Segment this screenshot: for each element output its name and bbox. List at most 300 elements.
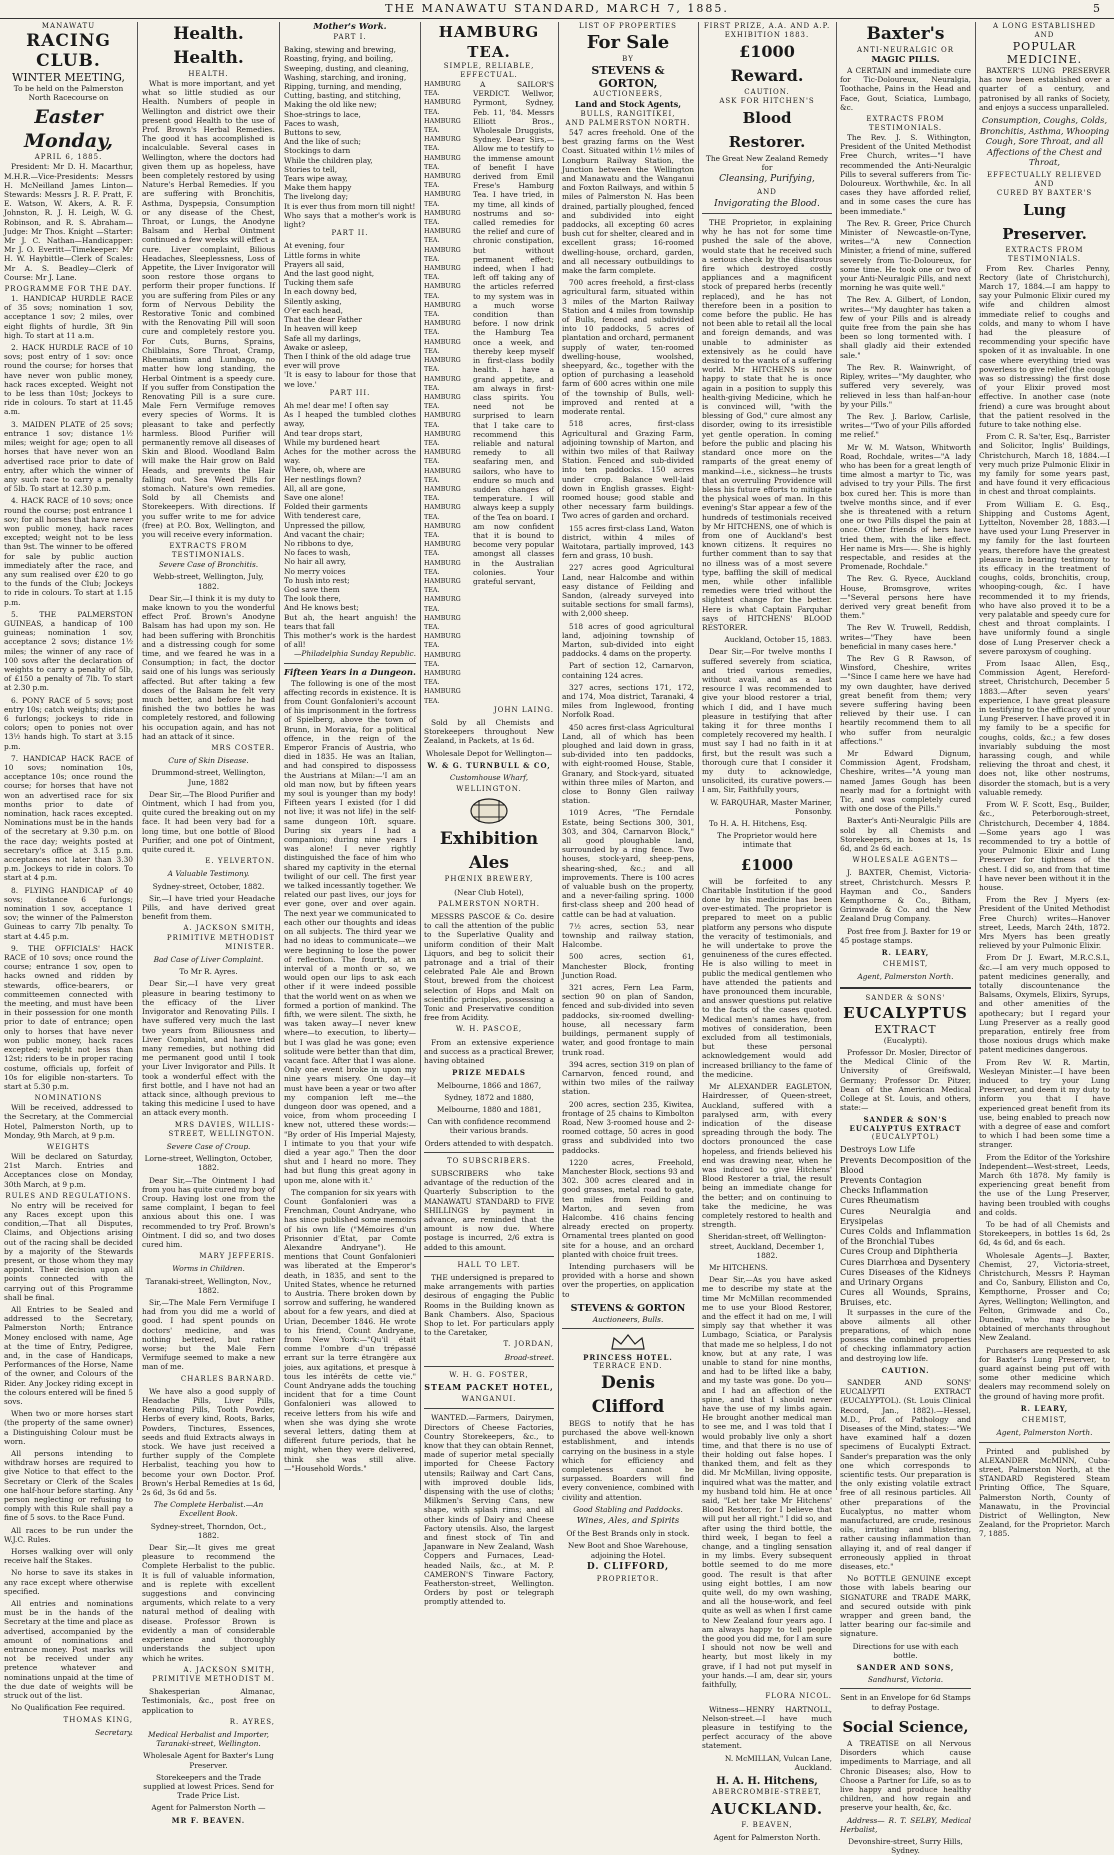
column-baxter [840, 22, 971, 1855]
hitchens-and: AND [757, 187, 777, 196]
column-rule [836, 22, 837, 1490]
letter1-to: To H. A. H. Hitchens, Esq. [709, 819, 808, 829]
health-case: Bad Case of Liver Complaint. To Mr R. Ayres. Dear Sir,—I have very great pleasure in bearing testimony to the efficacy of the Liver Invigorator and Renovating Pills. I have suffered very much the last two years from Biliousness and Liver Complaint, and have tried many remedies, but nothing did me permanent good until I took your Liver Invigorator and Pills. It took a wonderful effect with the first bottle, and I have not had an attack since, although previous to taking this medicine I used to have an attack every month. MRS DAVIES, WILLIS-STREET, WELLINGTON. [142, 955, 275, 1138]
property-item: 200 acres, section 235, Kiwitea, frontage of 25 chains to Kimbolton Road, New 3-roomed house and 2-roomed cottage, 50 acres in good grass and subdivided into two paddocks. [562, 1099, 694, 1155]
poem-line: Who says that a mother's work is light? [284, 210, 416, 230]
sanders-claim: Cures Diseases of the Kidneys and Urinary Organs [840, 1266, 971, 1287]
hamburg-tea-label: HAMBURG TEA. [424, 595, 461, 613]
poem-line: Roasting, frying, and boiling, [284, 54, 394, 64]
health-title: Health. Health. [173, 24, 244, 68]
hamburg-label-stack [424, 80, 470, 706]
race-item: 5. THE PALMERSTON GUINEAS, a handicap of 100 guineas; nomination 1 sov, acceptance 2 sovs; distance 1½ miles; the winner of any race of 100 sovs after the declaration of weights to carry a penalty of 5lb, of £150 a penalty of 7lb. To start at 2.30 p.m. [4, 609, 133, 693]
poem-line: The livelong day; [284, 192, 349, 202]
health-agent2: Agent for Palmerston North — [151, 1803, 266, 1813]
rule-item: No entry will be received for any Races except upon this condition,—That all Disputes, Claims, and Objections arising out of the racing shall be decided by a majority of the Stewards present, or those whom they may appoint. Their decision upon all points connected with the carrying out of this Programme shall be final. [4, 1200, 133, 1302]
poem-line: O'er each head, [284, 305, 343, 315]
lung-effect: EFFECTUALLY RELIEVED AND [986, 170, 1103, 188]
hamburg-firm-addr: Customhouse Wharf, [449, 773, 529, 783]
hitchens-agent: Agent for Palmerston North. [713, 1833, 821, 1843]
princess-name: PRINCESS HOTEL. [583, 1352, 673, 1362]
rules-head: RULES AND REGULATIONS. [5, 1191, 132, 1200]
property-item: Part of section 12, Carnarvon, containing 124 acres. [562, 661, 694, 680]
racing-officers: President: Mr D. H. Macarthur, M.H.R.—Vice-Presidents: Messrs H. McNeilland James Linton—Stewards: Messrs J. R. F. Pratt, F. E. Watson, W. Akers, A. R. F. Johnston, R. J. H. Leigh, W. G. Robinson, and R. S. Abraham—Judge: Mr Thos. Knight —Starter: Mr J. C. Nathan—Handicapper: Mr J. O. Everitt—Timekeeper: Mr H. W. Haybittle—Clerk of Scales: Mr A. S. Beadley—Clerk of Course: Mr J. Lane. [4, 162, 133, 282]
health-sub: HEALTH. [188, 70, 229, 78]
masthead-title: THE MANAWATU STANDARD, MARCH 7, 1885. [385, 2, 729, 15]
hitchens-prizes: FIRST PRIZE, A.A. AND A.P. EXHIBITION 1883. [703, 22, 831, 39]
hamburg-tea-label: HAMBURG TEA. [424, 356, 461, 374]
hitchens-agent-name: F. BEAVEN, [741, 1820, 793, 1829]
ales-body: MESSRS PASCOE & Co. desire to call the attention of the public to the Superlative Quality and uniform condition of their Malt Liquors, and beg to solicit their patronage and a trial of their celebrated Pale Ale and Brown Stout, brewed from the choicest selection of Hops and Malt on scientific principles, possessing a Tonic and Preservative condition free from Acidity. [424, 912, 554, 1023]
sanders-claim: Checks Inflammation [840, 1185, 929, 1196]
racing-date: APRIL 6, 1885. [34, 153, 103, 162]
health-case: Severe Case of Croup. Lorne-street, Wellington, October, 1882. Dear Sir,—The Ointment I had from you has quite cured my boy of Croup. Having lost one from the same complaint, I began to feel anxious about this one. I was recommended to try Prof. Brown's Ointment. I did so, and two doses cured him. MARY JEFFERIS. [142, 1141, 275, 1261]
racing-signer: THOMAS KING, [63, 1715, 133, 1724]
racing-kicker: MANAWATU [41, 22, 96, 30]
race-item: 2. HACK HURDLE RACE of 10 sovs; post entry of 1 sov: once round the course; for horses that have never won public money, hack races excepted. Weight not to be less than 10st; Jockeys to ride in colours. To start at 11.45 a.m. [4, 343, 133, 417]
hamburg-tea-label: HAMBURG TEA. [424, 245, 461, 263]
poem-line: As I heaped the tumbled clothes away, [284, 410, 416, 429]
princess-body: BEGS to notify that he has purchased the above well-known establishment, and intends carrying on the business in a style which for efficiency and completeness cannot be surpassed. Boarders will find every convenience, combined with civility and attention. [562, 1418, 694, 1502]
property-item: 450 acres first-class Agricultural Land, all of which has been ploughed and laid down in grass, sub-divided into ten paddocks, with eight-roomed House, Stable, Granary, and Stock-yard, situated within three miles of Marton, and close to Bonny Glen railway station. [562, 722, 694, 806]
health-store: Storekeepers and the Trade supplied at lowest Prices. Send for Trade Price List. [143, 1772, 274, 1801]
sanders-claim: Cures all Wounds, Sprains, Bruises, etc. [840, 1287, 971, 1308]
race-item: 8. FLYING HANDICAP of 40 sovs; distance 6 furlongs; nomination 1 sov, acceptance 1 sov; the winner of the Palmerston Guineas to carry 7lb penalty. To start at 4.45 p.m. [4, 885, 133, 941]
ales-title: Exhibition Ales [439, 829, 539, 874]
sanders-firm: SANDER AND SONS, [856, 1663, 955, 1673]
poem-line: In each downy bed, [284, 287, 358, 297]
column-rule [420, 22, 421, 1490]
race-item: 6. PONY RACE of 5 sovs; post entry 10s; catch weights; distance 6 furlongs; jockeys to ride in colors; open to ponies not over 13½ hands high. To start at 3.15 p.m. [4, 695, 133, 751]
story-title: Fifteen Years in a Dungeon. [284, 667, 416, 678]
column-lung [979, 22, 1110, 1539]
racing-day: Easter Monday, [24, 106, 113, 153]
column-hitchens [702, 22, 832, 1843]
baxter-magic: MAGIC PILLS. [871, 55, 940, 65]
health-case: Shakesperian Almanac, Testimonials, &c., post free on application to R. AYRES, [142, 1687, 275, 1726]
column-health [142, 22, 275, 1825]
prize-head: PRIZE MEDALS [452, 1068, 526, 1078]
imprint: Printed and published by ALEXANDER McMINN, Cuba-street, Palmerston North, at the STANDARD Registered Steam Printing Office, The Square, Palmerston North, County of Manawatu, in the Provincial District of Wellington, New Zealand, for the Proprietor. March 7, 1885. [979, 1446, 1110, 1539]
property-item: 327 acres, sections 171, 172, and 174, Moa district, Taranaki, 4 miles from Inglewood, fronting Norfolk Road. [562, 682, 694, 720]
baxter-extracts-head: EXTRACTS FROM TESTIMONIALS. [866, 115, 945, 133]
race-item: 9. THE OFFICIALS' HACK RACE of 10 sovs; once round the course; entrance 1 sov, open to hacks owned and ridden by stewards, office-bearers, or committeemen connected with the meeting, and must have been in their possession for one month prior to date of entrance; open only to horses that have never won public money, hack races excepted; weight not less than 12st; riders to be in proper racing costume, officials up, forfeit of 10s for eligible non-starters. To start at 5.30 p.m. [4, 943, 133, 1091]
sanders-claim: Prevents Decomposition of the Blood [840, 1154, 971, 1175]
subs-head: TO SUBSCRIBERS. [447, 1156, 531, 1165]
hamburg-sub: SIMPLE, RELIABLE, EFFECTUAL. [443, 62, 535, 79]
ales-near: (Near Club Hotel), [454, 887, 524, 897]
poem-line: No faces to wash, [284, 548, 351, 558]
sanders-directions: Directions for use with each bottle. [852, 1641, 959, 1660]
sanders-body2: It surpasses in the cure of the above ailments all other preparations, of which none possess the combined properties of checking inflammatory action and destroying low life. [840, 1307, 971, 1363]
property-head: LIST OF PROPERTIES [579, 22, 677, 30]
column-racing [4, 22, 133, 1737]
poem-line: Baking, stewing and brewing, [284, 45, 396, 55]
lung-and: AND [1034, 31, 1055, 39]
hamburg-signer: JOHN LAING. [493, 705, 554, 714]
hamburg-tea-label: HAMBURG TEA. [424, 448, 461, 466]
poem-line: Save one alone! [284, 492, 344, 502]
princess-wines2: Of the Best Brands only in stock. [566, 1529, 690, 1539]
crown-icon [608, 1333, 648, 1351]
baxter-extract: The Rev. J. Barlow, Carlisle, writes—"Two of your Pills afforded me relief." [840, 411, 971, 440]
hamburg-tea-label: HAMBURG TEA. [424, 282, 461, 300]
health-case: Cure of Skin Disease. Drummond-street, Wellington, June, 1882 Dear Sir,—The Blood Purifier and Ointment, which I had from you, quite cured the breaking out on my face. It had been very bad for a long time, but one bottle of Blood Purifier, and one pot of Ointment, quite cured it. E. YELVERTON. [142, 756, 275, 866]
health-case: We have also a good supply of Headache Pills, Liver Pills, Renovating Pills, Tooth Powder, Herbs of every kind, Roots, Barks, Powders, Tinctures, Essences, seeds and fluid Extracts always in stock. We have just received a further supply of the Complete Herbalist, teaching you how to become your own Doctor. Prof. Brown's Herbal Remedies at 1s 6d, 2s 6d, 3s 6d and 5s. [142, 1386, 275, 1498]
subs-body: SUBSCRIBERS who take advantage of the reduction of the Quarterly Subscription to the MANAWATU STANDARD to FIVE SHILLINGS by payment in advance, are reminded that the amount is now due. Where postage is incurred, 2/6 extra is added to this amount. [424, 1168, 554, 1252]
story-paragraph: The companion for six years with Count Gonfalonieri was a Frenchman, Count Andryane, who has since published some memoirs of his own life ("Mémoires d'un Prisonnier d'Etat, par Comte Alexandre Andryane"). He mentions that Count Gonfalonieri was liberated at the Emperor's death, in 1835, and sent to the United States, whence he returned to Austria. There broken down by sorrow and suffering, he wandered about for a few years, and died at Urian, December 1846. He wrote to his friend, Count Andryane, from New York:—"Qu'il était comme l'ombre d'un trépassé errant sur la terre étrangère aux joies, aux agitations, et presque à tous les intérêts de cette vie." Count Andryane adds the touching incident that for a time Count Gonfalonieri was allowed to receive letters from his wife and when she was dying she wrote several letters, dating them at different future periods, that he might, when they were delivered, think she was still alive.—"Household Words." [284, 1187, 416, 1473]
poem-stanza-2 [284, 241, 416, 388]
sanders-no-bottle: No BOTTLE GENUINE except those with labels bearing our SIGNATURE and TRADE MARK, and secured outside with pink wrapper and green band, the latter bearing our fac-simile and signature. [840, 1574, 971, 1639]
poem-line: It is ever thus from morn till night! [284, 201, 416, 211]
property-item: 500 acres, section 61, Manchester Block, fronting Junction Road. [562, 952, 694, 980]
health-body: What is more important, and yet what so little studied as our Health. Numbers of people in Wellington and district owe their present good Health to the use of Prof. Brown's Herbal Remedies. The good it has accomplished is incalculable. Several cases in Wellington, where the doctors had given them up as hopeless, have been completely restored by using Nature's Herbal Remedies. If you are suffering with Bronchitis, Asthma, Dyspepsia, Consumption or any disease of the Chest, Throat, or Lungs, the Anodyne Balsam and Herbal Ointment continued a few weeks will effect a cure. Liver complaint, Bilious Headaches, Sleeplessness, Loss of Appetite, the Liver Invigorator will soon restore those organs to perform their proper functions. If you are suffering from Piles or any form of Nervous Debility the Restorative Tonic and combined with the Renovating Pill will soon cure and completely restore you. For Cuts, Burns, Sprains, Chilblains, Sore Throat, Cramp, Rheumatism and Lumbago, no matter how long standing, the Herbal Ointment is a speedy cure. If you suffer from Constipation the Renovating Pill is a sure cure. Male Fern Vermifuge removes every species of Worms. It is pleasant to take and perfectly harmless. Blood Purifier will permanently remove all diseases of Skin and Blood. Woodland Balm will make the Hair grow on Bald Heads, and prevents the Hair falling out. Sea Weed Pills for stomach. Nature's own remedies. Sold by all Chemists and Storekeepers. With directions. If you suffer write to me for advice (free) at P.O. Box, Wellington, and you will receive every information. [142, 79, 275, 539]
princess-wines: Wines, Ales, and Spirits [576, 1516, 680, 1527]
hall-head: HALL TO LET. [457, 1260, 521, 1269]
property-footer: Intending purchasers will be provided with a horse and shown over the properties, on application to [562, 1261, 694, 1299]
hamburg-tea-label: HAMBURG TEA. [424, 374, 461, 392]
sanders-claim: Cures Colds and Inflammation of the Bronchial Tubes [840, 1225, 971, 1247]
foster-hotel: STEAM PACKET HOTEL, [424, 1381, 554, 1392]
hamburg-title: HAMBURG TEA. [438, 23, 540, 61]
hamburg-tea-label: HAMBURG TEA. [424, 190, 461, 208]
poem-line: In heaven will keep [284, 324, 357, 334]
lung-title: POPULAR MEDICINE. [1006, 40, 1083, 66]
hamburg-tea-label: HAMBURG TEA. [424, 337, 461, 355]
property-firm2-role: Auctioneers, Bulls. [592, 1314, 664, 1324]
poem-line: Tucking them safe [284, 278, 354, 288]
sanders-claims [840, 1144, 971, 1307]
property-role: AUCTIONEERS, [593, 90, 663, 98]
hamburg-tea-label: HAMBURG TEA. [424, 98, 461, 116]
prize-line: Melbourne, 1880 and 1881, [436, 1104, 542, 1114]
hitchens-body3: Mr ALEXANDER EAGLETON, Hairdresser, of Queen-street, Auckland, suffered with a paralysed arm, with every indication of the disease spreading through the body. The doctors pronounced the case hopeless, and friends believed his end was drawing near, when he was induced to give Hitchens' Blood Restorer a trial, the result being an immediate change for the better; and on continuing to take the medicine, he was completely restored to health and strength. [702, 1082, 832, 1230]
property-firm2: STEVENS & GORTON [570, 1302, 686, 1314]
rule-item: All races to be run under the W.J.C. Rules. [4, 1525, 133, 1544]
property-firm: STEVENS & GORTON, [591, 64, 665, 90]
sanders-claim: Prevents Contagion [840, 1174, 922, 1185]
property-by: BY [622, 55, 634, 63]
ales-brewery: PHŒNIX BREWERY, [444, 875, 534, 884]
letter2-to: Mr HITCHENS. [709, 1262, 768, 1272]
hitchens-body2: will be forfeited to any Charitable Institution if the good done by his medicine has been over-estimated. The proprietor is prepared to meet on a public platform any persons who dispute the veracity of testimonials, and he will undertake to prove the genuineness of the cures effected. He is also willing to meet in public the medical gentlemen who have attended the patients and have pronounced them incurable, and answer questions put relative to the facts of the cases quoted. Medical men's names have, from motives of consideration, been excluded from all testimonials, but these personal acknowledgement would add increased brilliancy to the fame of the medicine. [702, 876, 832, 1079]
hitchens-great: The Great New Zealand Remedy for [705, 154, 829, 173]
sanders-claim: Cures Diarrhœa and Dysentery [840, 1256, 971, 1267]
hitchens-ask: ASK FOR HITCHEN'S [719, 97, 815, 105]
hamburg-tea-label: HAMBURG TEA. [424, 429, 461, 447]
property-towns2: AND PALMERSTON NORTH. [565, 119, 691, 127]
hitchens-city: AUCKLAND. [710, 1799, 824, 1818]
prize-line: Melbourne, 1866 and 1867, [436, 1080, 542, 1090]
poem-title: Mother's Work. [313, 22, 387, 32]
property-item: 547 acres freehold. One of the best grazing farms on the West Coast. Situated within 1½ miles of Longburn Railway Station, the Junction between the Wellington and Manawatu and the Wanganui and Foxton Railways, and within 5 miles of Palmerston N. Has been drained, partially ploughed, fenced and subdivided into eight paddocks, all excepting 60 acres bush cut for shelter, cleared and in excellent grass; 16-roomed dwelling-house, orchard, garden, and all necessary outbuildings to make the farm complete. [562, 128, 694, 276]
baxter-title: Baxter's [866, 24, 945, 44]
lung-chemist: CHEMIST, [1021, 1416, 1068, 1425]
baxter-extract: The Rev. R. Wainwright, of Ripley, writes—"My daughter, who suffered very severely, was relieved in less than half-an-hour by your Pills." [840, 362, 971, 409]
social-address2: Devonshire-street, Surry Hills, Sydney. [848, 1836, 963, 1855]
poem-line: But ah, the heart anguish! the tears that fall [284, 612, 416, 631]
poem-line: No hair all awry, [284, 557, 346, 567]
princess-title: Denis Clifford [591, 1372, 665, 1417]
baxter-wholesale-head: WHOLESALE AGENTS— [852, 856, 959, 865]
poem-line: No merry voices [284, 566, 346, 576]
foster-name: W. H. G. FOSTER, [449, 1370, 529, 1379]
masthead [0, 0, 1114, 19]
sanders-sub: (Eucalypti). [883, 1035, 928, 1045]
hitchens-caution: CAUTION. [744, 88, 790, 96]
poem-line: God save them [284, 584, 340, 594]
baxter-price: Baxter's Anti-Neuralgic Pills are sold by all Chemists and Storekeepers, in boxes at 1s, 1s 6d, and 2s 6d each. [840, 816, 971, 854]
poem-stanza-1 [284, 45, 416, 229]
health-case: A Valuable Testimony. Sydney-street, October, 1882. Sir,—I have tried your Headache Pills, and have derived great benefit from them. A. JACKSON SMITH, PRIMITIVE METHODIST MINISTER. [142, 869, 275, 951]
hitchens-reward: £1000 Reward. [730, 42, 804, 85]
lung-extract: From Dr J. Ewart, M.R.C.S.L, &c.—I am very much opposed to patent medicines generally, and totally discountenance the Balsams, Oxymels, Elixirs, Syrups, and other amenities of the apothecary; but I regard your Lung Preserver as a really good preparation, entirely free from those noxious drugs which make patent medicines dangerous. [979, 953, 1110, 1055]
hamburg-tea-label: HAMBURG TEA. [424, 540, 461, 558]
hamburg-firm: W. & G. TURNBULL & CO, [427, 760, 551, 770]
lung-extract: From Isaac Allen, Esq., Commission Agent, Hereford-street, Christchurch, December 5 1883.—After seven years' experience, I have great pleasure in testifying to the efficacy of your Lung Preserver. I have proved it in my family to be a specific for coughs, colds, &c.; a few doses invariably subduing the most harassing cough, and while relieving the throat and chest, it does not, like other nostrums, disorder the stomach, but is a very valuable remedy. [979, 659, 1110, 797]
hamburg-tea-label: HAMBURG TEA. [424, 632, 461, 650]
sanders-claim: Cures Croup and Diphtheria [840, 1246, 958, 1257]
letter1-sign: W. FARQUHAR, Master Mariner, Ponsonby. [710, 797, 832, 816]
baxter-leary: R. LEARY, [881, 948, 930, 958]
poem-line: While the children play, [284, 155, 373, 165]
baxter-extract: The Rev. J. S. Withington, President of the United Methodist Free Church, writes—"I have recommended the Anti-Neuralgic Pills to several sufferers from Tic-Doloureux. Worthwhile, &c. In all cases they have afforded relief, and in some cases the cure has been immediate." [840, 133, 971, 216]
lung-wholesale: Wholesale Agents—J. Baxter, Chemist, 27, Victoria-street, Christchurch, Messrs P. Hayman and Co, Sanbury, Elliston and Co, Kempthorne, Prosser and Co; Ayres, Wellington; Wellington, and Felton, Grimwade and Co., Dunedin, who may also be obtained of merchants throughout New Zealand. [979, 1250, 1110, 1343]
letter1-body: Dear Sir,—For twelve months I suffered severely from sciatica, and tried various remedies, without avail, and as a last resource I was recommended to give your blood restorer a trial, which I did, and I have much pleasure in testifying that after taking it for three months I completely recovered my health. I must say I had no faith in it at first, but the result was such a thorough cure that I consider it my duty to acknowledge, unsolicited, its curative powers.—I am, Sir, Faithfully yours, [702, 647, 832, 795]
hamburg-tea-label: HAMBURG TEA. [424, 227, 461, 245]
ales-signer: W. H. PASCOE, [455, 1025, 523, 1034]
poem-line: The look there, [284, 594, 341, 604]
sanders-claim: Cures Neuralgia and Erysipelas [840, 1205, 971, 1226]
poem-line: Unpressed the pillow, [284, 520, 366, 530]
poem-line: Awake or asleep, [284, 342, 348, 352]
hamburg-tea-label: HAMBURG TEA. [424, 135, 461, 153]
poem-line: Where, oh, where are [284, 465, 366, 475]
hall-sign: T. JORDAN, [503, 1340, 554, 1349]
hamburg-tea-label: HAMBURG TEA. [424, 264, 461, 282]
poem-line: Sweeping, dusting, and cleaning, [284, 63, 409, 73]
poem-line: No ribbons to dye, [284, 538, 354, 548]
sanders-title1: SANDER & SONS' [865, 993, 946, 1002]
hamburg-sold: Sold by all Chemists and Storekeepers throughout New Zealand, in Packets, at 1s 6d. [424, 718, 554, 746]
poem-line: Silently asking, [284, 296, 342, 306]
poem-line: Washing, starching, and ironing, [284, 72, 407, 82]
hamburg-tea-label: HAMBURG TEA. [424, 411, 461, 429]
poem-line: ever will prove [284, 361, 340, 371]
poem-line: While my burdened heart [284, 437, 380, 447]
hamburg-tea-label: HAMBURG TEA. [424, 466, 461, 484]
hamburg-tea-label: HAMBURG TEA. [424, 521, 461, 539]
baxter-extract: Mr Edward Dignum, Commission Agent, Frodsham, Cheshire, writes—"A young man named James Gough has been nearly mad for a fortnight with Tic, and was completely cured with one dose of the Pills." [840, 749, 971, 814]
poem-line: Then I think of the old adage true [284, 351, 411, 361]
poem-line: And He knows best; [284, 603, 359, 613]
hall-body: THE undersigned is prepared to make arrangements with parties desirous of engaging the Public Rooms in the Building known as Bank Chambers. Also, Spacious Shop to let. For particulars apply to the Caretaker, [424, 1272, 554, 1338]
poem-line: Cutting, basting, and stitching, [284, 91, 401, 101]
baxter-extract: The Rev G R Rawson, of Winsford, Cheshire, writes—"Since I came here we have had my own daughter, have derived great benefit from them; very severe suffering having been relieved by their use. I can heartily recommend them to all who suffer from neuralgic affections." [840, 653, 971, 746]
baxter-extract: The Rev W. Truwell, Reddish, writes—"They have been beneficial in many cases here." [840, 623, 971, 651]
lung-sold: To be had of all Chemists and Storekeepers, in bottles 1s 6d, 2s 6d, 4s 6d, and 6s each. [979, 1220, 1110, 1248]
hamburg-tea-label: HAMBURG TEA. [424, 116, 461, 135]
hamburg-city: WELLINGTON. [456, 785, 522, 794]
rule-item: Horses walking over will only receive half the Stakes. [4, 1547, 133, 1566]
lung-list: Consumption, Coughs, Colds, Bronchitis, Asthma, Whooping Cough, Sore Throat, and all Affections of the Chest and Throat, [979, 115, 1110, 168]
lung-extract: From the Rev J Myers (ex-President of the United Methodist Free Church) writes—Hanover street, Leeds, March 24th, 1872. Mrs Myers has been greatly relieved by your Pulmonic Elixir. [979, 895, 1110, 951]
poem-line: Buttons to sew, [284, 128, 342, 138]
property-item: 155 acres first-class Land, Waton district, within 4 miles of Waitotara, partially improved, 143 fern and grass, 10 bush. [562, 523, 694, 561]
hall-addr: Broad-street. [504, 1352, 554, 1362]
hitchens-witness: Witness—HENRY HARTNOLL, Nelson-street.—I have much pleasure in testifying to the perfect accuracy of the above statement. [702, 1704, 832, 1751]
lung-extract: From William E. G. Esq., Shipping and Customs Agent, Lyttelton, November 28, 1883.—I have used your Lung Preserver in my family for the last fourteen years, therefore have the greatest pleasure in bearing testimony to its efficacy in the treatment of coughs, colds, bronchitis, croup, whooping-cough, &c. I have recommended it to my friends, who have also proved it to be a very palatable and speedy cure for chest and throat complaints. I have uniformly found a single dose of Lung Preserver check a severe paroxysm of coughing. [979, 499, 1110, 656]
poem-line: And the last good night, [284, 269, 375, 279]
hamburg-tea-label: HAMBURG TEA. [424, 503, 461, 521]
poem-line: With tenderest care, [284, 511, 361, 521]
prize-line: Sydney, 1872 and 1880, [444, 1092, 534, 1102]
poem-line: Tears wipe away, [284, 174, 348, 184]
property-item: 394 acres, section 319 on plan of Carnarvon, fenced round, and within two miles of the railway station. [562, 1059, 694, 1097]
property-list [562, 128, 694, 1259]
poem-line: Stories to tell, [284, 164, 338, 174]
health-case: Severe Case of Bronchitis. Webb-street, Wellington, July, 1882. Dear Sir,—I think it is my duty to make known to you the wonderful effect Prof. Brown's Anodyne Balsam has had upon my son. He had been suffering with Bronchitis and a distressing cough for some time, and we feared he was in a Consumption; in fact, the doctor said one of his lungs was seriously affected. But after taking a few doses of the Balsam he felt very much better, and before he had finished the two bottles he was completely restored, and following his occupation again, and has not had an attack of it since. MRS COSTER. [142, 560, 275, 753]
hitchens-name: H. A. H. Hitchens, [716, 1775, 818, 1787]
page-number: 5 [1093, 2, 1100, 15]
baxter-chemist: CHEMIST, [882, 960, 929, 969]
health-case: The Complete Herbalist.—An Excellent Book. Sydney-street, Thorndon, Oct., 1882. Dear Sir,—It gives me great pleasure to recommend the Complete Herbalist to the public. It is full of valuable information, and is replete with excellent suggestions and convincing arguments, which relate to a very natural method of dealing with disease. Professor Brown is evidently a man of considerable experience and thoroughly understands the subject upon which he writes. A. JACKSON SMITH, PRIMITIVE METHODIST M. [142, 1500, 275, 1683]
lung-extract: From W. F. Scott, Esq., Builder, &c., Peterborough-street, Christchurch, December 4, 1884.—Some years ago I was recommended to try a bottle of your Pulmonic Elixir and Lung Preserver for tightness of the chest. I did so, and from that time I have never been without it in the house. [979, 800, 1110, 892]
hamburg-tea-label: HAMBURG TEA. [424, 613, 461, 631]
foster-city: WANGANUI. [461, 1395, 517, 1404]
column-rule [975, 22, 976, 1490]
hamburg-tea-label: HAMBURG TEA. [424, 300, 461, 319]
poem-line: All, all are gone, [284, 483, 346, 493]
sanders-claim: Cures Rheumatism [840, 1195, 920, 1206]
lung-cured: CURED BY BAXTER'S [996, 188, 1093, 197]
property-item: 7½ acres, section 53, near township and railway station, Halcombe. [562, 921, 694, 950]
poem-line: Ah me! dear me! I often say [284, 400, 389, 410]
race-item: 7. HANDICAP HACK RACE of 10 sovs; nomination 10s, acceptance 10s; once round the course; for horses that have not won an advertised race for six months prior to date of nomination, hack races excepted. Nominations must be in the hands of the secretary at 9.30 p.m. on the race day; weights posted at secretary's office at 3.15 p.m. acceptances not later than 3.30 p.m. Jockeys to ride in colors. To start at 4 p.m. [4, 753, 133, 883]
hamburg-tea-label: HAMBURG TEA. [424, 172, 461, 190]
health-case: Worms in Children. Taranaki-street, Wellington, Nov., 1882. Sir,—The Male Fern Vermifuge I had from you did me a world of good. I had spent pounds on doctors' medicine, and was nothing bettered, but rather worse; but the Male Fern Vermifuge seemed to make a new man of me. CHARLES BARNARD. [142, 1264, 275, 1383]
hitchens-invig: Invigorating the Blood. [714, 198, 820, 209]
hamburg-testimony: A SAILOR'S VERDICT. Wellwor, Pyrmont, Sydney, Feb. 11, '84. Messrs Elliott Bros., Wholesale Druggists, Sydney. Dear Sirs,—Allow me to testify to the immense amount of benefit I have derived from Emil Frese's Hamburg Tea. I have tried, in my time, all kinds of nostrums and so-called remedies for the relief and cure of chronic constipation, but without permanent effect; indeed, when I had left off taking any of the articles referred to my system was in a much worse condition than before. I now drink the Hamburg Tea once a week, and thereby keep myself in first-class bodily health. I have a grand appetite, and am always in first-class spirits. You need not be surprised to learn that I take care to recommend this reliable and natural remedy to all seafaring men, and sailors, who have to endure so much and sudden changes of temperature. I will always keep a supply of the Tea on board. I am now confident that it is bound to become very popular amongst all classes in the Australian colonies. Your grateful servant, [473, 80, 554, 586]
story-paragraph: The following is one of the most affecting records in existence. It is from Count Gonfalonieri's account of his imprisonment in the fortress of Spielberg, above the town of Brunn, in Moravia, for a political offence, in the reign of the Emperor Francis of Austria, who died in 1835. He was an Italian, and had conspired to dispossess the Austrians at Milan:—'I am an old man now, but by fifteen years my soul is younger than my body! Fifteen years I existed (for I did not live; it was not life) in the self-same dungeon 10ft. square. During six years I had a companion; during nine years I was alone! I never rightly distinguished the face of him who shared my captivity in the eternal twilight of our cell. The first year we talked incessantly together. We related our past lives, our joys for ever gone, over and over again. The next year we communicated to each other our thoughts and ideas on all subjects. The third year we had no ideas to communicate—we were beginning to lose the power of reflection. The fourth, at an interval of a month or so, we would open our lips to ask each other if it were indeed possible that the world went on as when we formed a portion of mankind. The fifth, we were silent. The sixth, he was taken away—I never knew where—to execution, to liberty—but I was glad he was gone; even solitude were better than that dim, vacant face. After that I was alone. Only one event broke in upon my nine years misery. One day—it must have been a year or two after my companion left me—the dungeon door was opened, and a voice, from whom proceeding I knew not, uttered these words:— "By order of His Imperial Majesty, I intimate to you that your wife died a year ago." Then the door shut and I heard no more. They had but flung this great agony in upon me, alone with it.' [284, 678, 416, 1185]
hamburg-tea-label: HAMBURG TEA. [424, 319, 461, 337]
ales-place: PALMERSTON NORTH. [438, 899, 540, 908]
poem-stanza-3 [284, 401, 416, 649]
letter2-body: Dear Sir,—As you have asked me to describe my state at the time Mr McMillan recommended me to use your Blood Restorer, and the effect it had on me, I will simply say that whether it was Lumbago, Sciatica, or Paralysis that made me so helpless, I do not know, but at any rate, I was unable to stand for nine months, and had to be lifted like a baby, and my taste was gone. Do you—and I had an affection of the spine, and that I should never have the use of my limbs again. He brought another medical man to see me, and I was told that I would probably live only a short time, and that there is no use of their holding out false hopes. I thanked them, and felt as they did. Mr McMillan, living opposite, inquired what was the matter, and my husband told him. He at once said, "Let her take Mr Hitchens' Blood Restorer, for I believe that will put her all right." I did so, and after using the third bottle, the third week, I began to feel a change, and a tingling sensation in my limbs. Every subsequent bottle seemed to do me more good. The result is that after using eight bottles, I am now quite well, do my own washing, and all the house-work, and feel quite as well as when I first came to New Zealand four years ago. I am always happy to tell people the good you did me, for I am sure I should not now be well and hearty, but most likely in my grave, if I had not put myself in your hands.—I am, dear sir, yours faithfully, [702, 1275, 832, 1690]
baxter-sub: ANTI-NEURALGIC OR [856, 46, 955, 54]
hitchens-witness2: N. McMILLAN, Vulcan Lane, Auckland. [724, 1753, 832, 1772]
lung-purchasers: Purchasers are requested to ask for Baxter's Lung Preserver, to guard against being put off with some other medicine which dealers may recommend solely on the ground of having more profit. [979, 1345, 1110, 1401]
lung-extract: From the Editor of the Yorkshire Independent—West-street, Leeds, March 6th 1878. My family is experiencing great benefit from the use of the Lung Preserver, having been troubled with coughs and colds. [979, 1152, 1110, 1217]
poem-line: That the dear Father [284, 315, 362, 325]
lung-extract: From Rev W. R. Martin, Wesleyan Minister.—I have been induced to try your Lung Preserver, and deem it my duty to inform you that I have experienced great benefit from its use, being enabled to preach now with a degree of ease and comfort to which I had been some time a stranger. [979, 1057, 1110, 1150]
lung-body: BAXTER'S LUNG PRESERVER has now been established over a quarter of a century, and patronised by all ranks of Society, and enjoys a success unparalleled. [979, 66, 1110, 112]
hitchens-body1: THE Proprietor, in explaining why he has not for some time pushed the sale of the above, would state that he received such a serious check by the disastrous fire which destroyed costly appliances and a magnificent stock of prepared herbs (recently replaced), and he has not therefore been in a position to come before the public. He has not been able to retail all the local and foreign demands, and was unable to administer as extensively as he could have desired to the wants of a suffering world. Mr HITCHENS is now happy to state that he is once again in a position to supply this health-giving Medicine, which he is convinced will, "with the blessing of God," cure almost any disorder, owing to its irresistible yet gentle operation. In coming before the public and placing his standard once more on the ramparts of the great enemy of mankind—i.e., sickness—he trusts that an overruling Providence will bless his future efforts to mitigate the physical woes of man. In this evening's Star appear a few of the hundreds of testimonials received by Mr HITCHENS, one of which is from one of Auckland's best known citizens. It requires no further comment than to say that no illness was of a most severe type, baffling the skill of medical men, while other infallible remedies were tried without the slightest change for the better. Here is what Captain Farquhar says of HITCHENS' BLOOD RESTORER. [702, 218, 832, 632]
rule-item: No Qualification Fee required. [11, 1703, 126, 1713]
poem-line: This mother's work is the hardest of all! [284, 631, 416, 650]
property-item: 1019 Acres, "The Ferndale Estate, being Sections 300, 301, 303, and 304, Carnarvon Block," all good ploughable land, surrounded by a ring fence. Two houses, stock-yard, sheep-pens, shearing-shed, &c.; and all improvements. There is 100 acres of valuable bush on the property, and a never-failing spring. 1000 first-class sheep and 200 head of cattle can be had at valuation. [562, 808, 694, 919]
lung-extracts-head: EXTRACTS FROM TESTIMONIALS. [1005, 245, 1084, 263]
poem-line: And vacant the chair; [284, 529, 365, 539]
rule-item: All persons intending to withdraw horses are required to give Notice to that effect to the Secretary or Clerk of the Scales one half-hour before starting. Any person neglecting or refusing to comply with this Rule shall pay a fine of 5 sovs. to the Race Fund. [4, 1449, 133, 1523]
weights-head: WEIGHTS [46, 1142, 91, 1151]
property-item: 700 acres freehold, a first-class agricultural farm, situated within 3 miles of the Marton Railway Station and 4 miles from township of Bulls, fenced and subdivided into 10 paddocks, 5 acres of plantation and orchard, permanent supply of water, ten-roomed dwelling-house, woolshed, sheepyard, &c., together with the option of purchasing a leasehold farm of 600 acres within one mile of the township of Bulls, well-improved and rented at a moderate rental. [562, 278, 694, 417]
poem-line: Faces to wash, [284, 118, 340, 128]
lung-extract: From C. R. Sa'ter, Esq., Barrister and Solicitor, Inglis' Buildings, Christchurch, March 18, 1884.—I very much prize Pulmonic Elixir in my family for some years past, and have found it very efficacious in chest and throat complaints. [979, 432, 1110, 497]
rule-item: All entries and nominations must be in the hands of the Secretary at the time and place as advertised, accompanied by the amount of nominations and entrance money. Post marks will not be received under any pretence whatever and nominations unpaid at the time of the due date of weights will be struck out of the list. [4, 1599, 133, 1701]
hitchens-purpose: Cleansing, Purifying, [719, 174, 815, 185]
hamburg-block [424, 80, 554, 706]
race-item: 4. HACK RACE of 10 sovs; once round the course; post entrance 1 sov; for all horses that have never won public money, hack races excepted; weight not to be less than 9st. The winner to be offered for sale by public auction immediately after the race, and any sum realised over £20 to go to the funds of the Club; Jockeys to ride in colours. To start at 1.15 p.m. [4, 496, 133, 607]
poem-part1: PART I. [333, 33, 367, 41]
sanders-caution-head: CAUTION. [881, 1365, 930, 1375]
baxter-extract: Mr W. M. Watson, Whitworth Road, Rochdale, writes—"A lady who has been for a great length of time almost a martyr to Tic, was advised to try your Pills. The first box cured her. This is more than twelve months since, and if ever she is threatened with a return one or two Pills dispel the pain at once. Other friends of hers have tried them, with the like effect. Her name is Mrs——. She is highly respectable, and resides at the Promenade, Rochdale." [840, 442, 971, 572]
column-rule [698, 22, 699, 1490]
poem-line: Make them happy [284, 183, 352, 193]
poem-part3: PART III. [329, 388, 371, 397]
racing-meeting: WINTER MEETING, [12, 71, 125, 84]
poem-credit: —Philadelphia Sunday Republic. [294, 649, 416, 659]
hamburg-tea-label: HAMBURG TEA. [424, 208, 461, 227]
sanders-brand2: EUCALYPTUS EXTRACT [849, 1124, 962, 1134]
poem-line: Shoe-strings to lace, [284, 109, 361, 119]
racing-signer-role: Secretary. [95, 1727, 133, 1737]
princess-sign: D. CLIFFORD, [586, 1561, 670, 1572]
social-envelope: Sent in an Envelope for 6d Stamps to defray Postage. [840, 1693, 971, 1712]
column-hamburg [424, 22, 554, 1607]
letter1-addr: Auckland, October 15, 1883. [724, 635, 832, 645]
baxter-agent: Agent, Palmerston North. [857, 972, 954, 982]
poem-line: Folded their garments [284, 502, 368, 512]
property-agents: Land and Stock Agents, [574, 99, 682, 109]
letter2-sign: FLORA NICOL. [765, 1692, 832, 1701]
ales-extensive: From an extensive experience and success as a practical Brewer, having obtained [424, 1037, 554, 1066]
poem-line: Little forms in white [284, 250, 361, 260]
hamburg-tea-label: HAMBURG TEA. [424, 392, 461, 411]
race-item: 3. MAIDEN PLATE of 25 sovs; entrance 1 sov; distance 1½ miles; weight for age; open to all horses that have never won an advertised race prior to date of entry, after which the winner of any such race to carry a penalty of 5lb. To start at 12.30 p.m. [4, 419, 133, 494]
lung-brand: Lung Preserver. [1002, 200, 1087, 243]
rule-item: All Entries to be Sealed and addressed to the Secretary, Palmerston North; Entrance Money enclosed with name, Age at the time of Entry, Pedigree, and, in the case of Handicaps, Performances of the Horse, Name of the owner, and Colours of the Rider. Any Jockey riding except in the colours entered will be fined 5 sovs. [4, 1304, 133, 1406]
racing-title: RACING CLUB. [26, 31, 111, 71]
sanders-addr: Sandhurst, Victoria. [867, 1675, 944, 1685]
column-property [562, 22, 694, 1584]
princess-role: PROPRIETOR. [596, 1575, 660, 1584]
property-towns: BULLS, RANGITIKEI, [580, 110, 676, 118]
hamburg-tea-label: HAMBURG TEA. [424, 576, 461, 595]
poem-line: At evening, four [284, 241, 345, 251]
hamburg-tea-label: HAMBURG TEA. [424, 650, 461, 668]
ales-orders: Orders attended to with despatch. [424, 1138, 554, 1148]
hitchens-amount: £1000 [740, 855, 794, 874]
letter2-addr: Sheridan-street, off Wellington-street, Auckland, December 1, 1882. [708, 1232, 826, 1260]
poem-line: And tear drops start, [284, 428, 363, 438]
lung-extract: From Rev. Charles Penny, Rectory (late of Christchurch), March 17, 1884.—I am happy to say your Pulmonic Elixir cured my wife and children almost immediate relief to coughs and colds, and many to whom I have had the pleasure of recommending your specific have spoken of it as invaluable. In one case where everything tried was powerless to give relief (the cough was so distressing) the first dose of your Elixir proved most effective. In another case (note friend) a cure was brought about that the patient resolved in the future to take nothing else. [979, 263, 1110, 429]
hamburg-tea-label: HAMBURG TEA. [424, 484, 461, 503]
nominations-head: NOMINATIONS [34, 1094, 103, 1103]
social-address: Address— R. T. SELBY, Medical Herbalist, [840, 1815, 971, 1834]
hamburg-tea-label: HAMBURG TEA. [424, 80, 461, 98]
baxter-wholesale: J. BAXTER, Chemist, Victoria-street, Christchurch. Messrs P. Hayman and Co., Sanders Kempthorne & Co., Bitham, Grimwade & Co. and the New Zealand Drug Company. [840, 868, 971, 924]
health-agent: Wholesale Agent for Baxter's Lung Preserver. [143, 1751, 274, 1770]
baxter-extract: The Rev. R. Greer, Price Church Minister of Newcastle-on-Tyne, writes—"A new Connection Minister, a friend of mine, suffered severely from Tic-Doloureux, for some time. He took one or two of your Anti-Neuralgic Pills, and next morning he was quite well." [840, 218, 971, 293]
hamburg-tea-label: HAMBURG TEA. [424, 687, 461, 705]
health-testimonials-head: EXTRACTS FROM TESTIMONIALS. [169, 542, 248, 560]
hitchens-title: Blood Restorer. [728, 109, 806, 151]
nominations-text: Will be received, addressed to the Secretary, at the Commercial Hotel, Palmerston North, up to Monday, 9th March, at 9 p.m. [4, 1103, 133, 1140]
baxter-extract: The Rev. A. Gilbert, of London, writes—"My daughter has taken a few of your Pills and is already quite free from the pain she has been so long tormented with. I shall gladly aid their extended sale." [840, 295, 971, 360]
hamburg-tea-label: HAMBURG TEA. [424, 669, 461, 687]
poem-part2: PART II. [331, 229, 369, 238]
princess-stabling: Good Stabling and Paddocks. [573, 1504, 683, 1514]
